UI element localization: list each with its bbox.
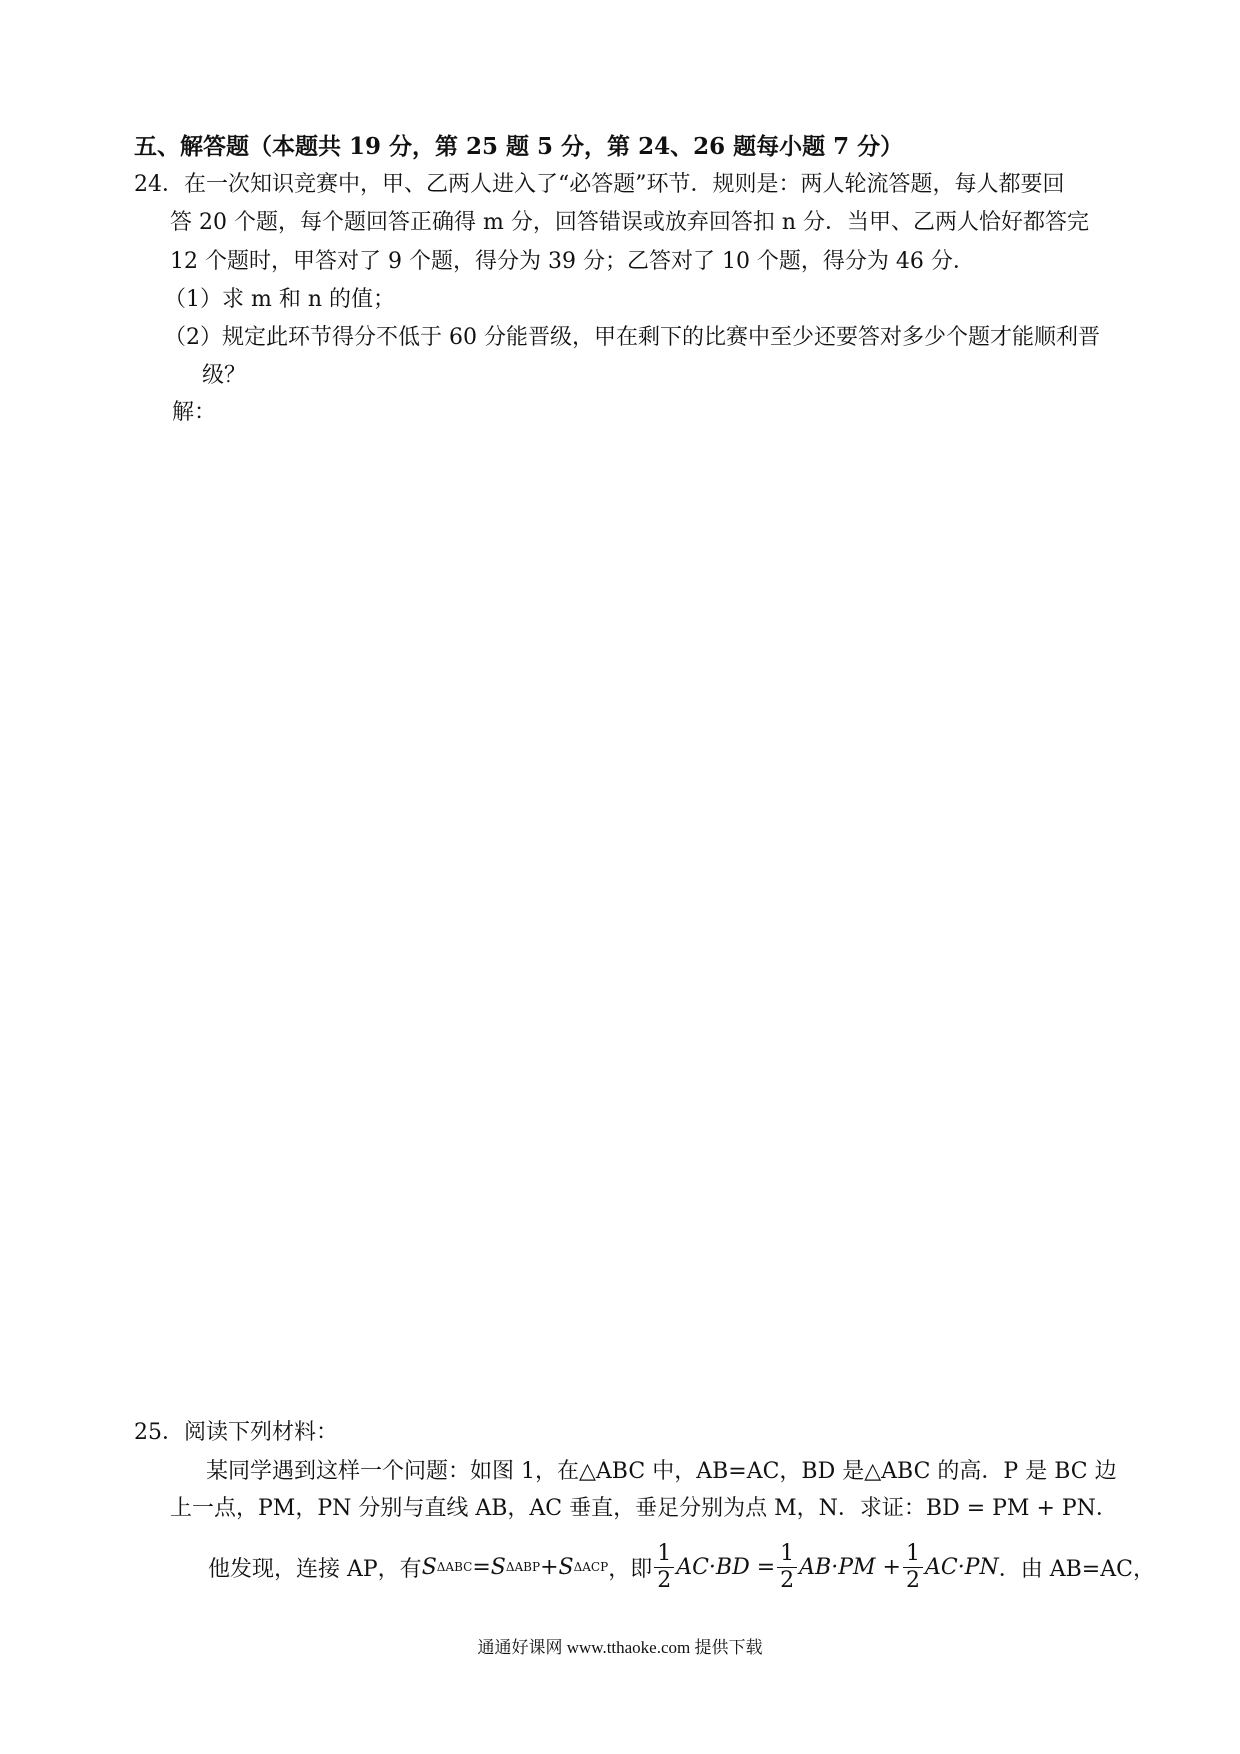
math-eq1: = — [472, 1554, 491, 1580]
math-term3: AC·PN — [924, 1554, 999, 1580]
frac-num-2: 1 — [777, 1541, 797, 1568]
page-footer: 通通好课网 www.tthaoke.com 提供下载 — [477, 1638, 763, 1657]
fraction-half-3 — [903, 1541, 923, 1594]
math-term2: AB·PM + — [799, 1554, 901, 1580]
fraction-half-1 — [654, 1541, 674, 1594]
frac-den-1: 2 — [657, 1567, 672, 1593]
frac-den-2: 2 — [780, 1567, 795, 1593]
math-ji: ，即 — [608, 1556, 653, 1582]
frac-den-3: 2 — [905, 1567, 920, 1593]
q24-line2: 答 20 个题，每个题回答正确得 m 分，回答错误或放弃回答扣 n 分．当甲、乙两人恰好都答完 — [170, 210, 1089, 235]
math-s1-sub: ΔABC — [436, 1560, 473, 1574]
q24-part2-line1: （2）规定此环节得分不低于 60 分能晋级，甲在剩下的比赛中至少还要答对多少个题才能顺利晋 — [164, 325, 1100, 350]
math-s3-sub: ΔACP — [573, 1560, 609, 1574]
math-suffix: ．由 AB=AC， — [998, 1556, 1155, 1582]
q24-part1: （1）求 m 和 n 的值； — [164, 287, 396, 312]
math-plus1: + — [540, 1554, 559, 1580]
fraction-half-2 — [777, 1541, 797, 1594]
math-prefix: 他发现，连接 AP，有 — [208, 1556, 422, 1582]
q24-answer-label: 解： — [172, 400, 217, 425]
frac-num-1: 1 — [654, 1541, 674, 1568]
q25-line3: 上一点，PM，PN 分别与直线 AB，AC 垂直，垂足分别为点 M，N．求证：BD = PM + PN． — [170, 1496, 1118, 1521]
math-s1: S — [421, 1554, 437, 1580]
q25-line1: 25．阅读下列材料： — [134, 1420, 338, 1445]
q25-line2: 某同学遇到这样一个问题：如图 1，在△ABC 中，AB=AC，BD 是△ABC 的高．P 是 BC 边 — [206, 1459, 1117, 1484]
math-term1: AC·BD = — [676, 1554, 776, 1580]
q25-math-line — [208, 1532, 1155, 1602]
frac-num-3: 1 — [903, 1541, 923, 1568]
math-s2: S — [490, 1554, 506, 1580]
math-s2-sub: ΔABP — [505, 1560, 541, 1574]
q24-part2-line2: 级？ — [202, 363, 247, 388]
q24-line1: 24．在一次知识竞赛中，甲、乙两人进入了“必答题”环节．规则是：两人轮流答题，每人都要回 — [134, 172, 1065, 197]
section-title: 五、解答题（本题共 19 分，第 25 题 5 分，第 24、26 题每小题 7 分） — [134, 133, 904, 160]
q24-line3: 12 个题时，甲答对了 9 个题，得分为 39 分；乙答对了 10 个题，得分为 46 分． — [170, 249, 975, 274]
math-s3: S — [558, 1554, 574, 1580]
